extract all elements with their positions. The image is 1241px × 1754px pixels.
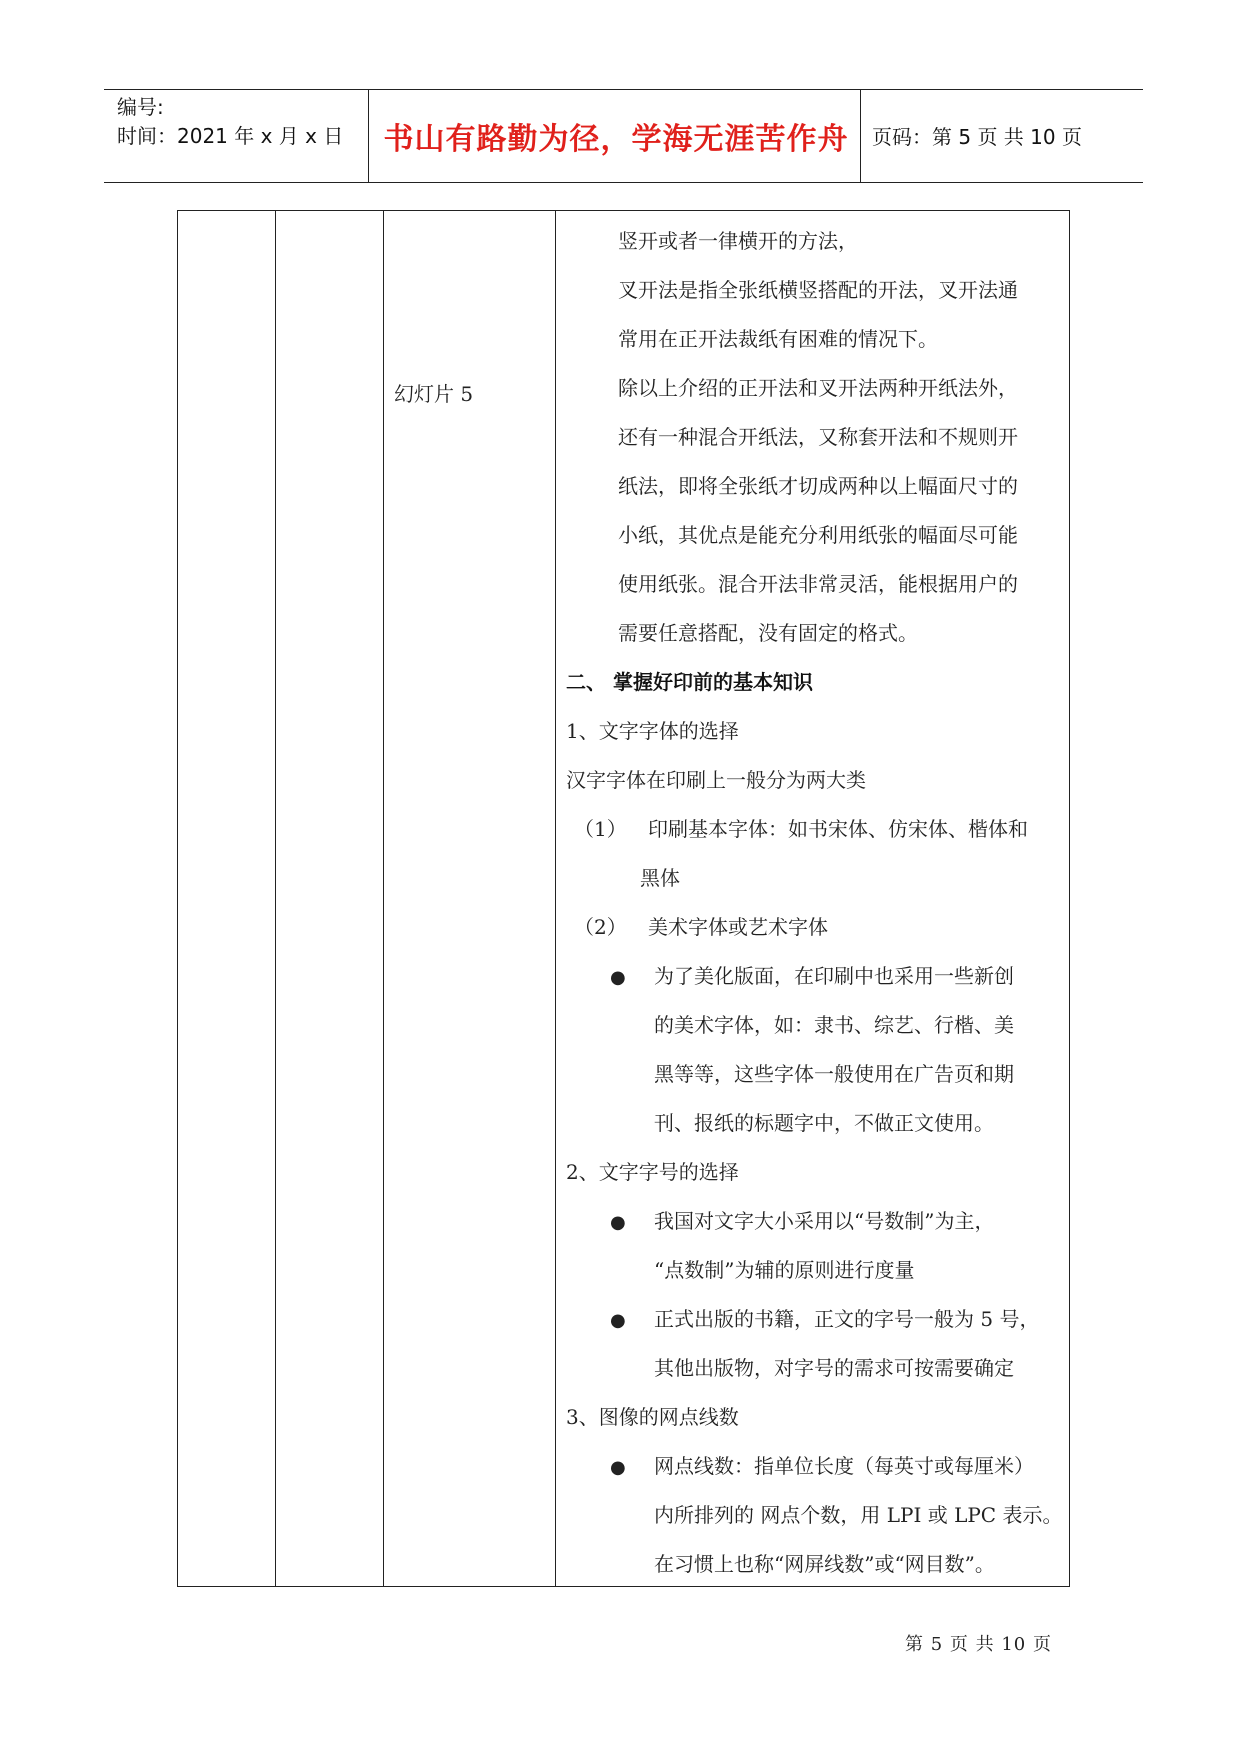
- text-line: 纸法，即将全张纸才切成两种以上幅面尺寸的: [618, 474, 1018, 498]
- bullet-item: [566, 1203, 1062, 1252]
- bullet-text: 正式出版的书籍，正文的字号一般为 5 号，: [654, 1307, 1040, 1331]
- enum-number: （1）: [574, 817, 627, 841]
- text-line: 需要任意搭配，没有固定的格式。: [618, 621, 918, 645]
- enum-text: 印刷基本字体：如书宋体、仿宋体、楷体和: [648, 817, 1028, 841]
- header-divider-left: [368, 89, 369, 182]
- header-bottom-rule: [104, 182, 1143, 183]
- subheading: 1、文字字体的选择: [566, 719, 739, 743]
- bullet-continuation: 黑等等，这些字体一般使用在广告页和期: [654, 1062, 1014, 1086]
- enum-number: （2）: [574, 915, 627, 939]
- bullet-continuation: 在习惯上也称“网屏线数”或“网目数”。: [654, 1552, 995, 1576]
- enum-item: [566, 909, 1062, 958]
- bullet-text: 为了美化版面，在印刷中也采用一些新创: [654, 964, 1014, 988]
- code-label: 编号:: [117, 95, 164, 119]
- bullet-continuation: 的美术字体，如：隶书、综艺、行楷、美: [654, 1013, 1014, 1037]
- slide-label: 幻灯片 5: [394, 382, 474, 406]
- page-footer: 第 5 页 共 10 页: [905, 1634, 1052, 1655]
- header-page-label: 页码：第 5 页 共 10 页: [872, 125, 1082, 149]
- bullet-item: [566, 1448, 1062, 1497]
- text-line: 使用纸张。混合开法非常灵活，能根据用户的: [618, 572, 1018, 596]
- text-line: 除以上介绍的正开法和叉开法两种开纸法外，: [618, 376, 1018, 400]
- bullet-continuation: 其他出版物，对字号的需求可按需要确定: [654, 1356, 1014, 1380]
- table-content-cell: [566, 223, 1062, 1595]
- table-column-divider-3: [555, 210, 556, 1587]
- text-line: 还有一种混合开纸法，又称套开法和不规则开: [618, 425, 1018, 449]
- bullet-text: 我国对文字大小采用以“号数制”为主，: [654, 1209, 995, 1233]
- enum-continuation: 黑体: [640, 866, 680, 890]
- text-line: 汉字字体在印刷上一般分为两大类: [566, 768, 866, 792]
- bullet-text: 网点线数：指单位长度（每英寸或每厘米）: [654, 1454, 1034, 1478]
- text-line: 小纸，其优点是能充分利用纸张的幅面尽可能: [618, 523, 1018, 547]
- subheading: 3、图像的网点线数: [566, 1405, 739, 1429]
- text-line: 竖开或者一律横开的方法，: [618, 229, 858, 253]
- table-column-divider-1: [275, 210, 276, 1587]
- section-heading: 二、 掌握好印前的基本知识: [566, 670, 813, 694]
- bullet-icon: ●: [610, 967, 626, 988]
- text-line: 叉开法是指全张纸横竖搭配的开法，叉开法通: [618, 278, 1018, 302]
- bullet-icon: ●: [610, 1212, 626, 1233]
- bullet-item: [566, 1301, 1062, 1350]
- bullet-icon: ●: [610, 1310, 626, 1331]
- header-meta: [117, 93, 343, 151]
- bullet-continuation: “点数制”为辅的原则进行度量: [654, 1258, 915, 1282]
- subheading: 2、文字字号的选择: [566, 1160, 739, 1184]
- bullet-icon: ●: [610, 1457, 626, 1478]
- enum-text: 美术字体或艺术字体: [648, 915, 828, 939]
- header-motto: 书山有路勤为径，学海无涯苦作舟: [383, 121, 849, 157]
- enum-item: [566, 811, 1062, 860]
- bullet-item: [566, 958, 1062, 1007]
- header-divider-right: [860, 89, 861, 182]
- table-column-divider-2: [383, 210, 384, 1587]
- bullet-continuation: 内所排列的 网点个数，用 LPI 或 LPC 表示。: [654, 1503, 1063, 1527]
- time-label: 时间：2021 年 x 月 x 日: [117, 124, 344, 148]
- text-line: 常用在正开法裁纸有困难的情况下。: [618, 327, 938, 351]
- bullet-continuation: 刊、报纸的标题字中，不做正文使用。: [654, 1111, 994, 1135]
